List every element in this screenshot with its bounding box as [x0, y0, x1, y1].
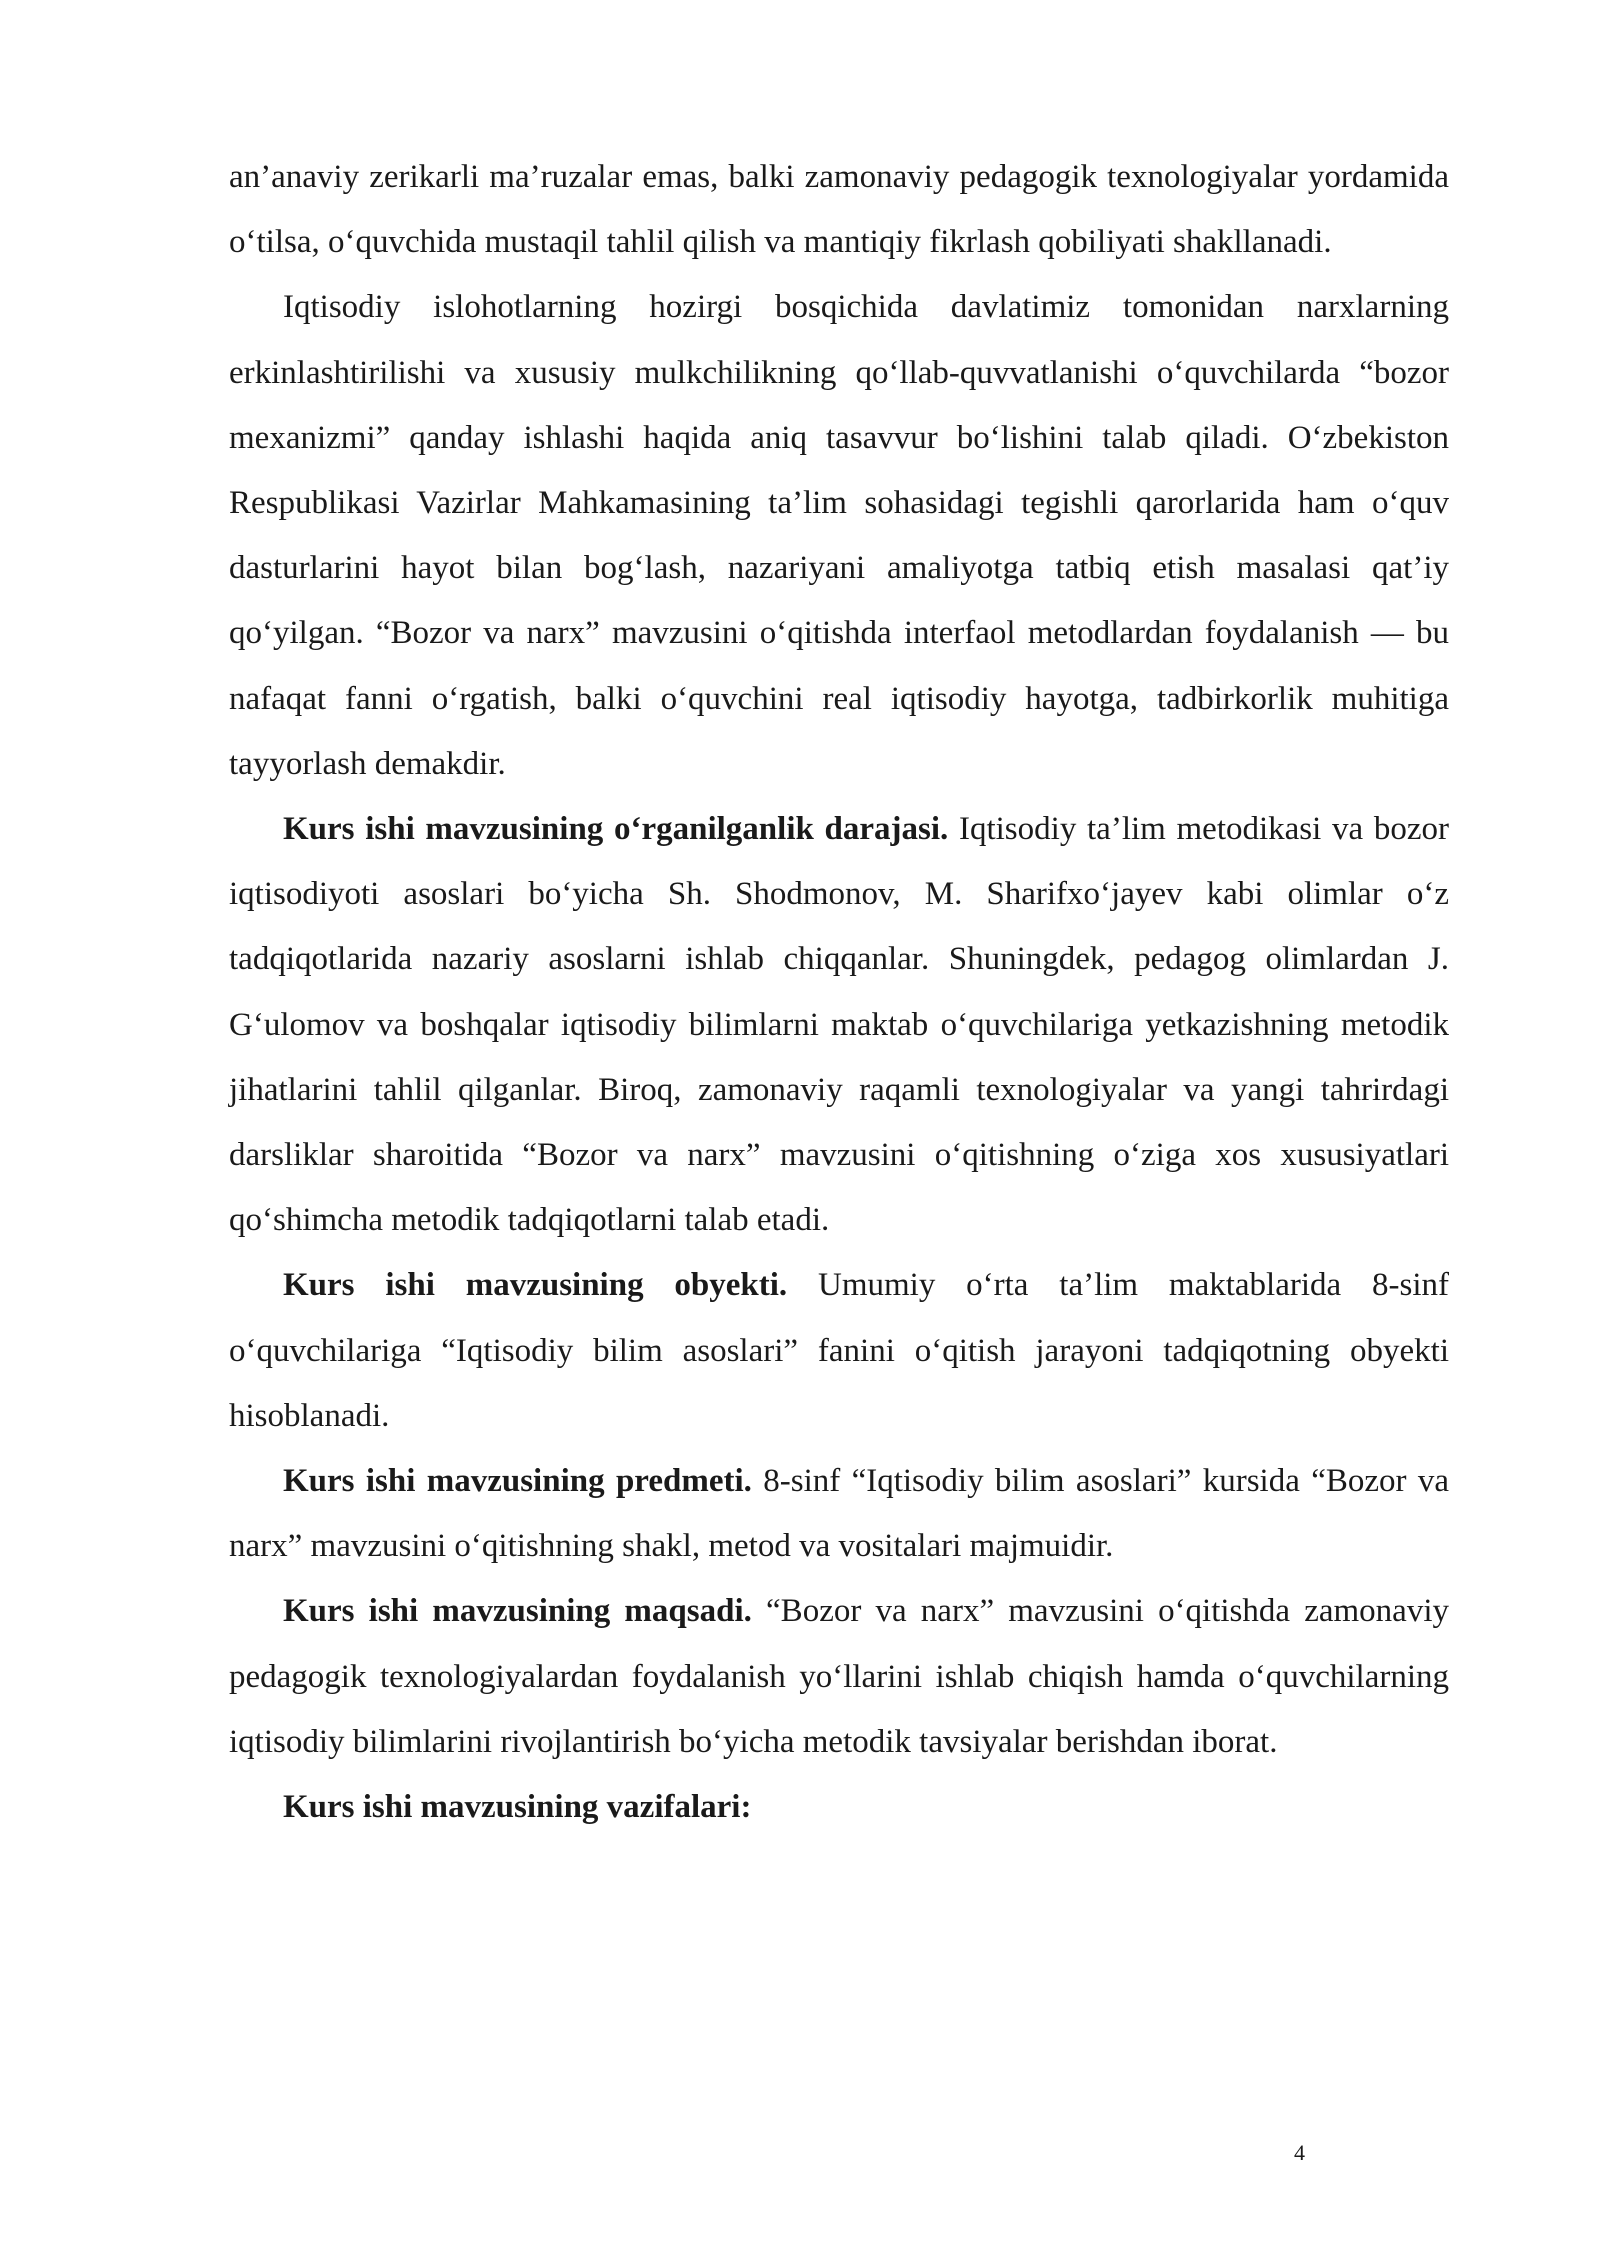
- paragraph-heading: Kurs ishi mavzusining o‘rganilganlik darajasi.: [283, 811, 949, 848]
- paragraph-text: Umumiy o‘rta ta’lim maktablarida 8-sinf o‘quvchilariga “Iqtisodiy bilim asoslari” fanini o‘qitish jarayoni tadqiqotning obyekti hisoblanadi.: [229, 1267, 1449, 1434]
- paragraph-object: [229, 1253, 1449, 1449]
- paragraph-goal: [229, 1579, 1449, 1775]
- paragraph-reforms: [229, 275, 1449, 797]
- paragraph-text: 8-sinf “Iqtisodiy bilim asoslari” kursida “Bozor va narx” mavzusini o‘qitishning shakl, metod va vositalari majmuidir.: [229, 1463, 1449, 1565]
- paragraph-heading: Kurs ishi mavzusining predmeti.: [283, 1463, 752, 1500]
- paragraph-text: Iqtisodiy islohotlarning hozirgi bosqichida davlatimiz tomonidan narxlarning erkinlashtirilishi va xususiy mulkchilikning qo‘llab-quvvatlanishi o‘quvchilarda “bozor mexanizmi” qanday ishlashi haqida aniq tasavvur bo‘lishini talab qiladi. O‘zbekiston Respublikasi Vazirlar Mahkamasining ta’lim sohasidagi tegishli qarorlarida ham o‘quv dasturlarini hayot bilan bog‘lash, nazariyani amaliyotga tatbiq etish masalasi qat’iy qo‘yilgan. “Bozor va narx” mavzusini o‘qitishda interfaol metodlardan foydalanish — bu nafaqat fanni o‘rgatish, balki o‘quvchini real iqtisodiy hayotga, tadbirkorlik muhitiga tayyorlash demakdir.: [229, 289, 1449, 782]
- paragraph-study-degree: [229, 797, 1449, 1253]
- paragraph-subject: [229, 1449, 1449, 1579]
- body-text: [229, 145, 1449, 1840]
- paragraph-text: Iqtisodiy ta’lim metodikasi va bozor iqtisodiyoti asoslari bo‘yicha Sh. Shodmonov, M. Sharifxo‘jayev kabi olimlar o‘z tadqiqotlarida nazariy asoslarni ishlab chiqqanlar. Shuningdek, pedagog olimlardan J. G‘ulomov va boshqalar iqtisodiy bilimlarni maktab o‘quvchilariga yetkazishning metodik jihatlarini tahlil qilganlar. Biroq, zamonaviy raqamli texnologiyalar va yangi tahrirdagi darsliklar sharoitida “Bozor va narx” mavzusini o‘qitishning o‘ziga xos xususiyatlari qo‘shimcha metodik tadqiqotlarni talab etadi.: [229, 811, 1449, 1239]
- paragraph-heading: Kurs ishi mavzusining obyekti.: [283, 1267, 788, 1304]
- paragraph-heading: Kurs ishi mavzusining maqsadi.: [283, 1593, 752, 1630]
- paragraph-text: an’anaviy zerikarli ma’ruzalar emas, balki zamonaviy pedagogik texnologiyalar yordamida o‘tilsa, o‘quvchida mustaqil tahlil qilish va mantiqiy fikrlash qobiliyati shakllanadi.: [229, 159, 1449, 261]
- paragraph-continuation: [229, 145, 1449, 275]
- paragraph-tasks: [229, 1775, 1449, 1840]
- page-number: 4: [1294, 2140, 1305, 2165]
- paragraph-heading: Kurs ishi mavzusining vazifalari:: [283, 1789, 752, 1826]
- paragraph-text: “Bozor va narx” mavzusini o‘qitishda zamonaviy pedagogik texnologiyalardan foydalanish yo‘llarini ishlab chiqish hamda o‘quvchilarning iqtisodiy bilimlarini rivojlantirish bo‘yicha metodik tavsiyalar berishdan iborat.: [229, 1593, 1449, 1760]
